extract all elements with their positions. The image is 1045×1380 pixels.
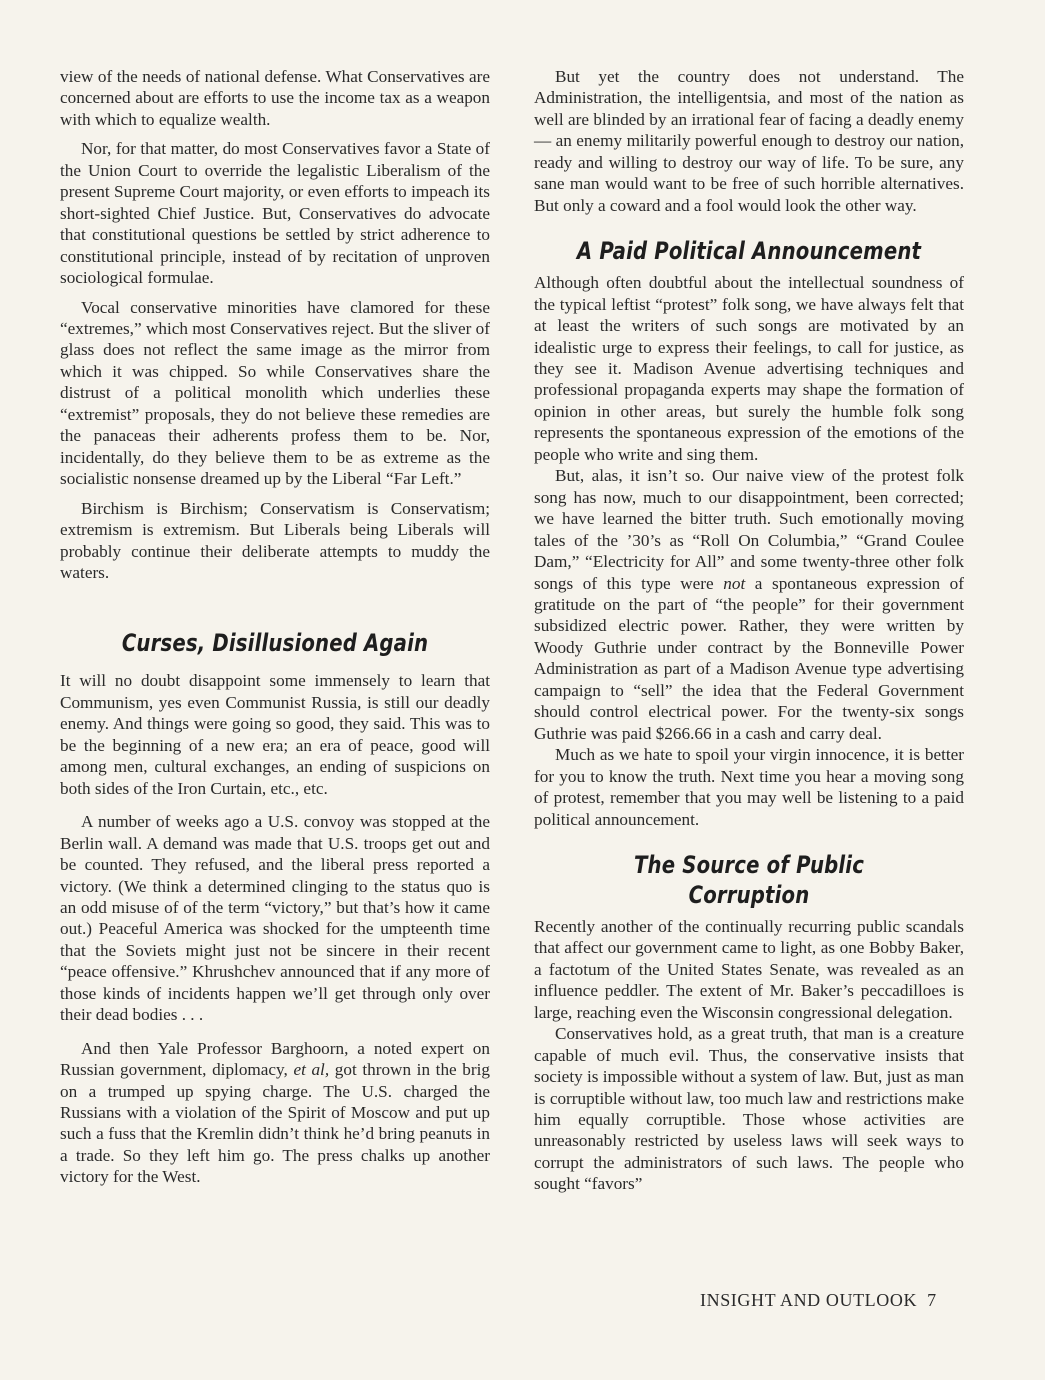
yale-text-b: got thrown in the brig on a trumped up spying charge. The U.S. charged the Russians with a violation of the Spirit of Moscow and put up such a fuss that the Kremlin didn’t think he’d bring peanuts in a trade. So they left him go. The press chalks up another victory for the West. (60, 1060, 490, 1187)
paragraph-intro: view of the needs of national defense. What Conservatives are concerned about are efforts to use the income tax as a weapon with which to equalize wealth. (60, 67, 490, 129)
heading-curses-disillusioned: Curses, Disillusioned Again (121, 629, 429, 658)
paragraph-alas (534, 465, 964, 744)
paragraph-yale (60, 1038, 490, 1188)
yale-text-a: And then Yale Professor Barghoorn, a noted expert on Russian government, diplomacy, (60, 1038, 490, 1080)
paragraph-recently: Recently another of the continually recurring public scandals that affect our government came to light, as one Bobby Baker, a factotum of the United States Senate, was revealed as an influence peddler. The extent of Mr. Baker’s peccadilloes is large, reaching even the Wisconsin congressional delegation. (534, 916, 964, 1022)
paragraph-convoy: A number of weeks ago a U.S. convoy was stopped at the Berlin wall. A demand was made that U.S. troops get out and be counted. They refused, and the liberal press reported a victory. (We think a determined clinging to the status quo is an odd misuse of of the term “victory,” but that’s how it came out.) Peaceful America was shocked for the umpteenth time that the Soviets might just not be sincere in their recent “peace offensive.” Khrushchev announced that if any more of those kinds of incidents happen we’ll get through only over their dead bodies . . . (60, 812, 490, 1025)
paragraph-conservatives-hold: Conservatives hold, as a great truth, that man is a creature capable of much evil. Thus, the conservative insists that society is impossible without a system of law. But, just as man is corruptible without law, too much law and restrictions make him equally corruptible. Those whose activities are unreasonably restricted by useless laws will seek ways to corrupt the administrators of such laws. The people who sought “favors” (534, 1024, 964, 1194)
left-column (60, 66, 490, 1188)
paragraph-although: Although often doubtful about the intellectual soundness of the typical leftist “protest” folk song, we have always felt that at least the writers of such songs are motivated by an idealistic urge to express their feelings, to call for justice, as they see it. Madison Avenue advertising techniques and professional propaganda experts may shape the formation of opinion in other areas, but surely the humble folk song represents the spontaneous expression of the emotions of the people who write and sing them. (534, 273, 964, 464)
yale-text-emphasis: et al, (293, 1060, 330, 1080)
paragraph-much-as-we-hate: Much as we hate to spoil your virgin innocence, it is better for you to know the truth. Next time you hear a moving song of protest, remember that you may well be listening to a paid political announcement. (534, 745, 964, 829)
alas-text-emphasis: not (723, 573, 746, 593)
paragraph-disappoint: It will no doubt disappoint some immensely to learn that Communism, yes even Communist Russia, is still our deadly enemy. And things were going so good, they said. This was to be the beginning of a new era; an era of peace, good will among men, cultural exchanges, an ending of suspicions on both sides of the Iron Curtain, etc., etc. (60, 671, 490, 798)
alas-text-a: But, alas, it isn’t so. Our naive view of the protest folk song has now, much to our disappointment, been corrected; we have learned the bitter truth. Such emotionally moving tales of the ’30’s as “Roll On Columbia,” “Grand Coulee Dam,” “Electricity for All” and some twenty-three other folk songs of this type were (534, 466, 964, 593)
paragraph-birchism: Birchism is Birchism; Conservatism is Conservatism; extremism is extremism. But Liberals being Liberals will probably continue their deliberate attempts to muddy the waters. (60, 498, 490, 582)
paragraph-vocal-minorities: Vocal conservative minorities have clamored for these “extremes,” which most Conservatives reject. But the sliver of glass does not reflect the same image as the mirror from which it was chipped. So while Conservatives share the distrust of a political monolith which underlies these “extremist” proposals, they do not believe these remedies are the panaceas their adherents profess them to be. Nor, incidentally, do they believe them to be as extreme as the socialistic nonsense dreamed up by the Liberal “Far Left.” (60, 297, 490, 489)
paragraph-but-yet: But yet the country does not understand. The Administration, the intelligentsia, and most of the nation as well are blinded by an irrational fear of facing a deadly enemy — an enemy militarily powerful enough to destroy our nation, ready and willing to destroy our way of life. To be sure, any sane man would want to be free of such horrible alternatives. But only a coward and a fool would look the other way. (534, 67, 964, 215)
page-number: 7 (927, 1290, 937, 1310)
heading-source-of-public-corruption: The Source of Public Corruption (633, 850, 865, 909)
alas-text-b: a spontaneous expression of gratitude on the part of “the people” for their government subsidized electric power. Rather, they were written by Woody Guthrie under contract by the Bonneville Power Administration as part of a Madison Avenue type advertising campaign to “sell” the idea that the Federal Government should control electrical power. For the twenty-six songs Guthrie was paid $266.66 in a cash and carry deal. (534, 573, 964, 743)
paragraph-union-court: Nor, for that matter, do most Conservatives favor a State of the Union Court to override the legalistic Liberalism of the present Supreme Court majority, or even efforts to impeach its short-sighted Chief Justice. But, Conservatives do advocate that constitutional questions be settled by strict adherence to constitutional principle, instead of by recitation of unproven sociological formulae. (60, 139, 490, 288)
page-footer (700, 1290, 937, 1311)
heading-paid-political-announcement: A Paid Political Announcement (576, 237, 922, 266)
right-column (534, 66, 964, 1195)
publication-name: INSIGHT AND OUTLOOK (700, 1290, 918, 1310)
